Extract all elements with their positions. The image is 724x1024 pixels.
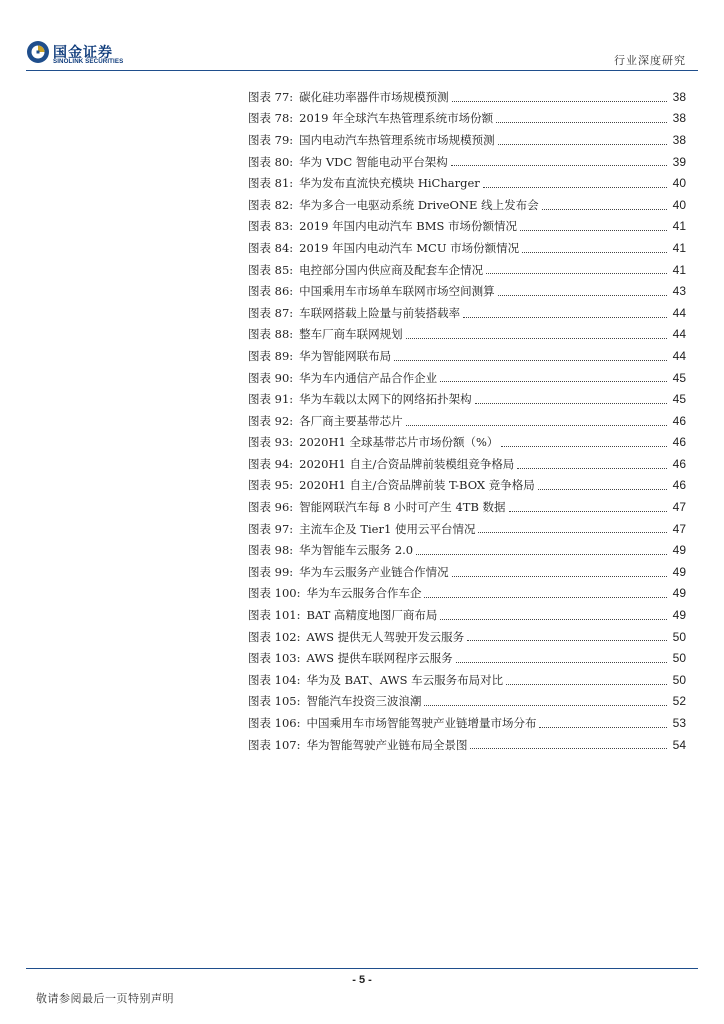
toc-dot-leader <box>517 467 667 469</box>
toc-dot-leader <box>486 272 667 274</box>
toc-dot-leader <box>467 639 667 641</box>
toc-entry-title: 智能网联汽车每 8 小时可产生 4TB 数据 <box>299 500 506 515</box>
page-header <box>0 0 724 70</box>
toc-entry-title: 2019 年国内电动汽车 MCU 市场份额情况 <box>299 240 520 255</box>
toc-entry-number: 图表 96: <box>248 500 294 515</box>
toc-entry[interactable] <box>248 432 686 454</box>
toc-entry-title: 华为 VDC 智能电动平台架构 <box>299 154 448 169</box>
toc-entry[interactable] <box>248 561 686 583</box>
toc-entry-page: 41 <box>672 219 686 234</box>
toc-dot-leader <box>475 402 667 404</box>
toc-entry[interactable] <box>248 626 686 648</box>
toc-entry-number: 图表 84: <box>248 240 294 255</box>
toc-entry[interactable] <box>248 280 686 302</box>
toc-entry-title: 智能汽车投资三波浪潮 <box>306 694 422 709</box>
logo-chinese-name: 国金证券 <box>53 44 113 60</box>
toc-entry-title: AWS 提供无人驾驶开发云服务 <box>306 629 465 644</box>
toc-entry[interactable] <box>248 302 686 324</box>
toc-entry[interactable] <box>248 583 686 605</box>
toc-entry-title: 2019 年全球汽车热管理系统市场份额 <box>299 111 494 126</box>
toc-entry-title: 华为车云服务合作车企 <box>306 586 422 601</box>
toc-entry-title: 中国乘用车市场单车联网市场空间测算 <box>299 284 495 299</box>
report-type-label: 行业深度研究 <box>614 54 686 67</box>
toc-entry-page: 52 <box>672 694 686 709</box>
toc-dot-leader <box>424 704 667 706</box>
toc-entry-number: 图表 79: <box>248 132 294 147</box>
toc-entry-number: 图表 94: <box>248 456 294 471</box>
toc-entry-title: AWS 提供车联网程序云服务 <box>306 651 453 666</box>
toc-entry-number: 图表 83: <box>248 219 294 234</box>
toc-dot-leader <box>506 683 667 685</box>
toc-entry-title: 各厂商主要基带芯片 <box>299 413 403 428</box>
toc-dot-leader <box>456 661 667 663</box>
toc-entry[interactable] <box>248 108 686 130</box>
toc-entry-page: 38 <box>672 111 686 126</box>
toc-entry[interactable] <box>248 324 686 346</box>
toc-entry[interactable] <box>248 216 686 238</box>
toc-entry-page: 49 <box>672 608 686 623</box>
toc-dot-leader <box>452 575 667 577</box>
toc-entry-page: 47 <box>672 500 686 515</box>
toc-entry-number: 图表 93: <box>248 435 294 450</box>
toc-entry[interactable] <box>248 172 686 194</box>
toc-entry[interactable] <box>248 669 686 691</box>
toc-entry-title: 2019 年国内电动汽车 BMS 市场份额情况 <box>299 219 518 234</box>
toc-entry-title: 碳化硅功率器件市场规模预测 <box>299 89 449 104</box>
toc-entry[interactable] <box>248 410 686 432</box>
toc-entry-number: 图表 98: <box>248 543 294 558</box>
toc-entry-number: 图表 77: <box>248 89 294 104</box>
toc-entry-title: 华为车载以太网下的网络拓扑架构 <box>299 392 472 407</box>
page-number: - 5 - <box>352 974 372 986</box>
toc-dot-leader <box>406 424 667 426</box>
toc-entry-number: 图表 91: <box>248 392 294 407</box>
toc-entry[interactable] <box>248 734 686 756</box>
toc-entry-title: 华为发布直流快充模块 HiCharger <box>299 176 480 191</box>
toc-entry[interactable] <box>248 647 686 669</box>
toc-entry-page: 40 <box>672 176 686 191</box>
toc-dot-leader <box>483 186 667 188</box>
toc-entry-page: 46 <box>672 456 686 471</box>
toc-entry-number: 图表 90: <box>248 370 294 385</box>
toc-entry-title: 主流车企及 Tier1 使用云平台情况 <box>299 521 476 536</box>
toc-entry-number: 图表 89: <box>248 348 294 363</box>
toc-entry-page: 47 <box>672 521 686 536</box>
toc-entry[interactable] <box>248 237 686 259</box>
toc-entry-page: 40 <box>672 197 686 212</box>
toc-entry-number: 图表 101: <box>248 608 301 623</box>
toc-entry-page: 49 <box>672 586 686 601</box>
toc-entry-page: 43 <box>672 284 686 299</box>
toc-entry-page: 50 <box>672 629 686 644</box>
toc-dot-leader <box>452 100 667 102</box>
toc-entry-number: 图表 107: <box>248 737 301 752</box>
toc-dot-leader <box>520 229 667 231</box>
toc-entry-title: 车联网搭载上险量与前装搭载率 <box>299 305 461 320</box>
toc-entry-number: 图表 78: <box>248 111 294 126</box>
toc-entry-title: 华为智能驾驶产业链布局全景图 <box>306 737 468 752</box>
toc-entry-page: 41 <box>672 240 686 255</box>
toc-entry[interactable] <box>248 539 686 561</box>
toc-entry-title: 电控部分国内供应商及配套车企情况 <box>299 262 484 277</box>
toc-entry[interactable] <box>248 367 686 389</box>
toc-entry-title: 华为车内通信产品合作企业 <box>299 370 438 385</box>
toc-entry-number: 图表 100: <box>248 586 301 601</box>
toc-entry-number: 图表 82: <box>248 197 294 212</box>
toc-entry[interactable] <box>248 475 686 497</box>
toc-dot-leader <box>470 747 667 749</box>
toc-entry[interactable] <box>248 604 686 626</box>
toc-entry-page: 46 <box>672 413 686 428</box>
footer-divider <box>26 968 698 969</box>
toc-entry[interactable] <box>248 194 686 216</box>
toc-entry-number: 图表 85: <box>248 262 294 277</box>
toc-entry-number: 图表 81: <box>248 176 294 191</box>
toc-entry-number: 图表 106: <box>248 716 301 731</box>
toc-dot-leader <box>542 208 667 210</box>
toc-entry-page: 49 <box>672 564 686 579</box>
toc-dot-leader <box>440 618 667 620</box>
toc-entry-number: 图表 99: <box>248 564 294 579</box>
toc-entry-number: 图表 97: <box>248 521 294 536</box>
toc-entry-number: 图表 86: <box>248 284 294 299</box>
toc-entry-number: 图表 102: <box>248 629 301 644</box>
disclaimer-text: 敬请参阅最后一页特别声明 <box>36 992 174 1005</box>
toc-entry-page: 44 <box>672 305 686 320</box>
toc-entry-page: 38 <box>672 132 686 147</box>
toc-entry-number: 图表 88: <box>248 327 294 342</box>
figure-list <box>248 86 686 755</box>
toc-entry-number: 图表 105: <box>248 694 301 709</box>
toc-entry-title: 2020H1 自主/合资品牌前装模组竞争格局 <box>299 456 515 471</box>
toc-dot-leader <box>394 359 667 361</box>
header-divider <box>26 70 698 71</box>
toc-dot-leader <box>424 596 667 598</box>
toc-entry-page: 39 <box>672 154 686 169</box>
toc-dot-leader <box>496 121 667 123</box>
toc-entry[interactable] <box>248 712 686 734</box>
toc-entry-number: 图表 92: <box>248 413 294 428</box>
toc-dot-leader <box>416 553 667 555</box>
toc-entry-page: 54 <box>672 737 686 752</box>
toc-entry[interactable] <box>248 518 686 540</box>
toc-entry-number: 图表 95: <box>248 478 294 493</box>
toc-entry-page: 49 <box>672 543 686 558</box>
toc-dot-leader <box>440 380 667 382</box>
toc-entry[interactable] <box>248 151 686 173</box>
toc-entry-number: 图表 87: <box>248 305 294 320</box>
logo-english-name: SINOLINK SECURITIES <box>53 58 124 65</box>
toc-entry-page: 53 <box>672 716 686 731</box>
toc-dot-leader <box>522 251 667 253</box>
toc-dot-leader <box>498 143 667 145</box>
toc-entry[interactable] <box>248 691 686 713</box>
toc-dot-leader <box>406 337 667 339</box>
sinolink-emblem-icon <box>26 40 50 64</box>
toc-dot-leader <box>509 510 667 512</box>
toc-entry[interactable] <box>248 496 686 518</box>
toc-entry-page: 38 <box>672 89 686 104</box>
toc-entry-page: 44 <box>672 327 686 342</box>
toc-dot-leader <box>538 488 667 490</box>
toc-dot-leader <box>463 316 667 318</box>
toc-entry[interactable] <box>248 345 686 367</box>
toc-dot-leader <box>539 726 667 728</box>
toc-entry-title: 华为多合一电驱动系统 DriveONE 线上发布会 <box>299 197 539 212</box>
toc-entry-title: BAT 高精度地图厂商布局 <box>306 608 438 623</box>
toc-entry-page: 46 <box>672 478 686 493</box>
toc-entry-title: 华为智能网联布局 <box>299 348 392 363</box>
toc-entry-title: 国内电动汽车热管理系统市场规模预测 <box>299 132 495 147</box>
toc-entry[interactable] <box>248 453 686 475</box>
toc-entry-title: 2020H1 自主/合资品牌前装 T-BOX 竞争格局 <box>299 478 535 493</box>
toc-dot-leader <box>498 294 667 296</box>
toc-entry[interactable] <box>248 129 686 151</box>
toc-entry-title: 2020H1 全球基带芯片市场份额（%） <box>299 435 499 450</box>
sinolink-logo <box>26 40 136 68</box>
toc-entry-number: 图表 103: <box>248 651 301 666</box>
toc-entry-page: 50 <box>672 651 686 666</box>
toc-entry-title: 华为智能车云服务 2.0 <box>299 543 414 558</box>
toc-entry-title: 整车厂商车联网规划 <box>299 327 403 342</box>
toc-entry-page: 46 <box>672 435 686 450</box>
toc-entry-title: 华为及 BAT、AWS 车云服务布局对比 <box>306 672 504 687</box>
toc-entry-number: 图表 104: <box>248 672 301 687</box>
toc-entry-page: 50 <box>672 672 686 687</box>
toc-entry-number: 图表 80: <box>248 154 294 169</box>
toc-entry[interactable] <box>248 388 686 410</box>
toc-entry-page: 41 <box>672 262 686 277</box>
toc-entry-page: 44 <box>672 348 686 363</box>
toc-entry[interactable] <box>248 259 686 281</box>
toc-dot-leader <box>451 164 667 166</box>
toc-entry-title: 中国乘用车市场智能驾驶产业链增量市场分布 <box>306 716 537 731</box>
toc-entry-page: 45 <box>672 392 686 407</box>
toc-dot-leader <box>478 531 667 533</box>
toc-dot-leader <box>501 445 667 447</box>
toc-entry-title: 华为车云服务产业链合作情况 <box>299 564 449 579</box>
toc-entry-page: 45 <box>672 370 686 385</box>
toc-entry[interactable] <box>248 86 686 108</box>
